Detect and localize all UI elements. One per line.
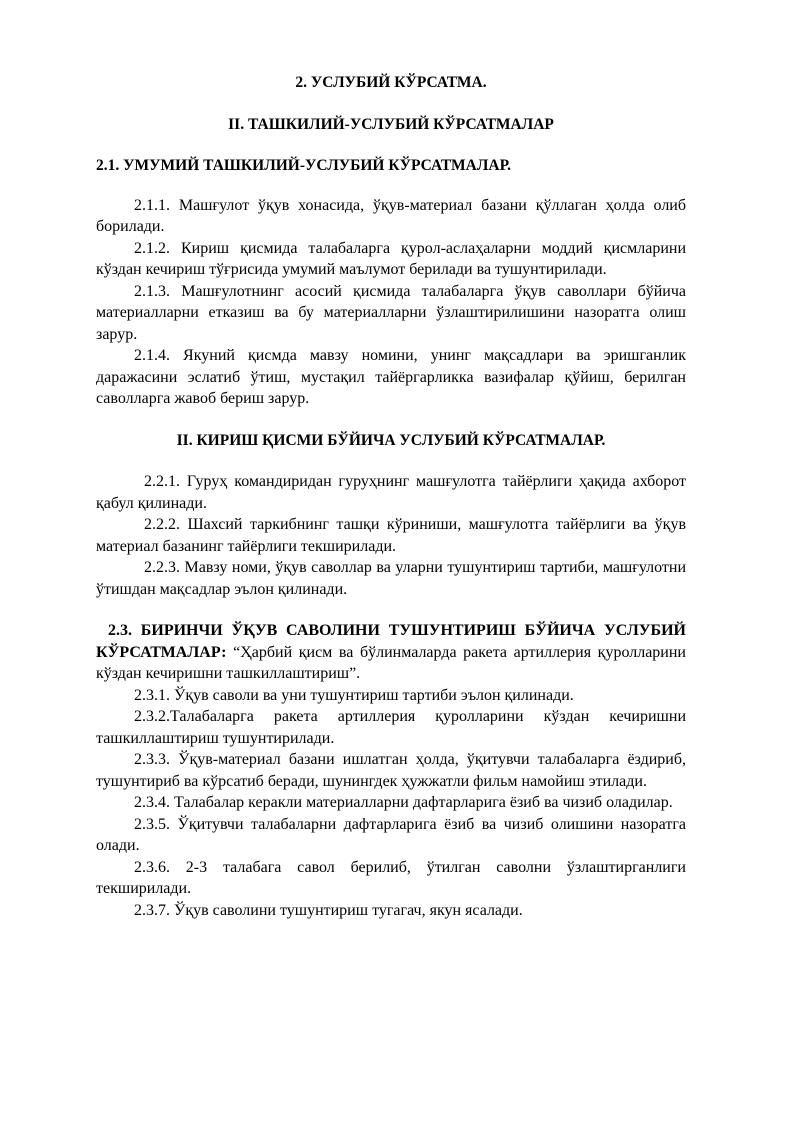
items-2-1 — [96, 195, 686, 410]
item-2-1-3: 2.1.3. Машғулотнинг асосий қисмида талабаларга ўқув саволлари бўйича материалларни етказиш ва бу материалларни ўзлаштирилишини назоратга олиш зарур. — [96, 282, 686, 343]
item-2-2-1: 2.2.1. Гуруҳ командиридан гуруҳнинг машғулотга тайёрлиги ҳақида ахборот қабул қилинади. — [96, 473, 686, 512]
item-2-1-4: 2.1.4. Якуний қисмда мавзу номини, унинг мақсадлари ва эришганлик даражасини эслатиб ўтиш, мустақил тайёргарликка вазифалар қўйиш, берилган саволларга жавоб бериш зарур. — [96, 347, 686, 407]
main-heading: 2. УСЛУБИЙ КЎРСАТМА. — [295, 74, 487, 91]
subsection-heading-2-3 — [96, 620, 686, 685]
item-2-2-2: 2.2.2. Шахсий таркибнинг ташқи кўриниши, машғулотга тайёрлиги ва ўқув материал базанинг тайёрлиги текширилади. — [96, 516, 686, 555]
items-2-3 — [96, 685, 686, 922]
item-2-1-1: 2.1.1. Машғулот ўқув хонасида, ўқув-материал базани қўллаган ҳолда олиб борилади. — [96, 196, 686, 235]
item-2-3-2: 2.3.2.Талабаларга ракета артиллерия қуролларини кўздан кечиришни ташкиллаштириш тушунтирилади. — [96, 708, 686, 747]
section-heading: II. ТАШКИЛИЙ-УСЛУБИЙ КЎРСАТМАЛАР — [228, 115, 554, 133]
item-2-3-6: 2.3.6. 2-3 талабага савол берилиб, ўтилган саволни ўзлаштирганлиги текширилади. — [96, 858, 686, 897]
item-2-3-1: 2.3.1. Ўқув саволи ва уни тушунтириш тартиби эълон қилинади. — [134, 686, 574, 704]
heading-2-3-title: 2.3. БИРИНЧИ ЎҚУВ САВОЛИНИ ТУШУНТИРИШ БЎЙИЧА УСЛУБИЙ КЎРСАТМАЛАР: — [96, 622, 686, 661]
item-2-3-4: 2.3.4. Талабалар керакли материалларни дафтарларига ёзиб ва чизиб оладилар. — [134, 794, 673, 811]
item-2-3-7: 2.3.7. Ўқув саволини тушунтириш тугагач, якун ясалади. — [134, 901, 523, 919]
document-page — [96, 72, 686, 921]
subsection-heading-2-2: II. КИРИШ ҚИСМИ БЎЙИЧА УСЛУБИЙ КЎРСАТМАЛАР. — [176, 431, 606, 449]
items-2-2 — [96, 471, 686, 600]
item-2-3-5: 2.3.5. Ўқитувчи талабаларни дафтарларига ёзиб ва чизиб олишини назоратга олади. — [96, 815, 686, 854]
item-2-1-2: 2.1.2. Кириш қисмида талабаларга қурол-аслаҳаларни моддий қисмларини кўздан кечириш тўғрисида умумий маълумот берилади ва тушунтирилади. — [96, 239, 686, 278]
item-2-2-3: 2.2.3. Мавзу номи, ўқув саволлар ва уларни тушунтириш тартиби, машғулотни ўтишдан мақсадлар эълон қилинади. — [96, 559, 686, 598]
subsection-heading-2-1: 2.1. УМУМИЙ ТАШКИЛИЙ-УСЛУБИЙ КЎРСАТМАЛАР. — [96, 157, 511, 174]
item-2-3-3: 2.3.3. Ўқув-материал базани ишлатган ҳолда, ўқитувчи талабаларга ёздириб, тушунтириб ва кўрсатиб беради, шунингдек ҳужжатли фильм намойиш этилади. — [96, 751, 686, 790]
heading-2-3-topic: “Ҳарбий қисм ва бўлинмаларда ракета артиллерия қуролларини кўздан кечиришни ташкиллаштириш”. — [96, 643, 686, 682]
